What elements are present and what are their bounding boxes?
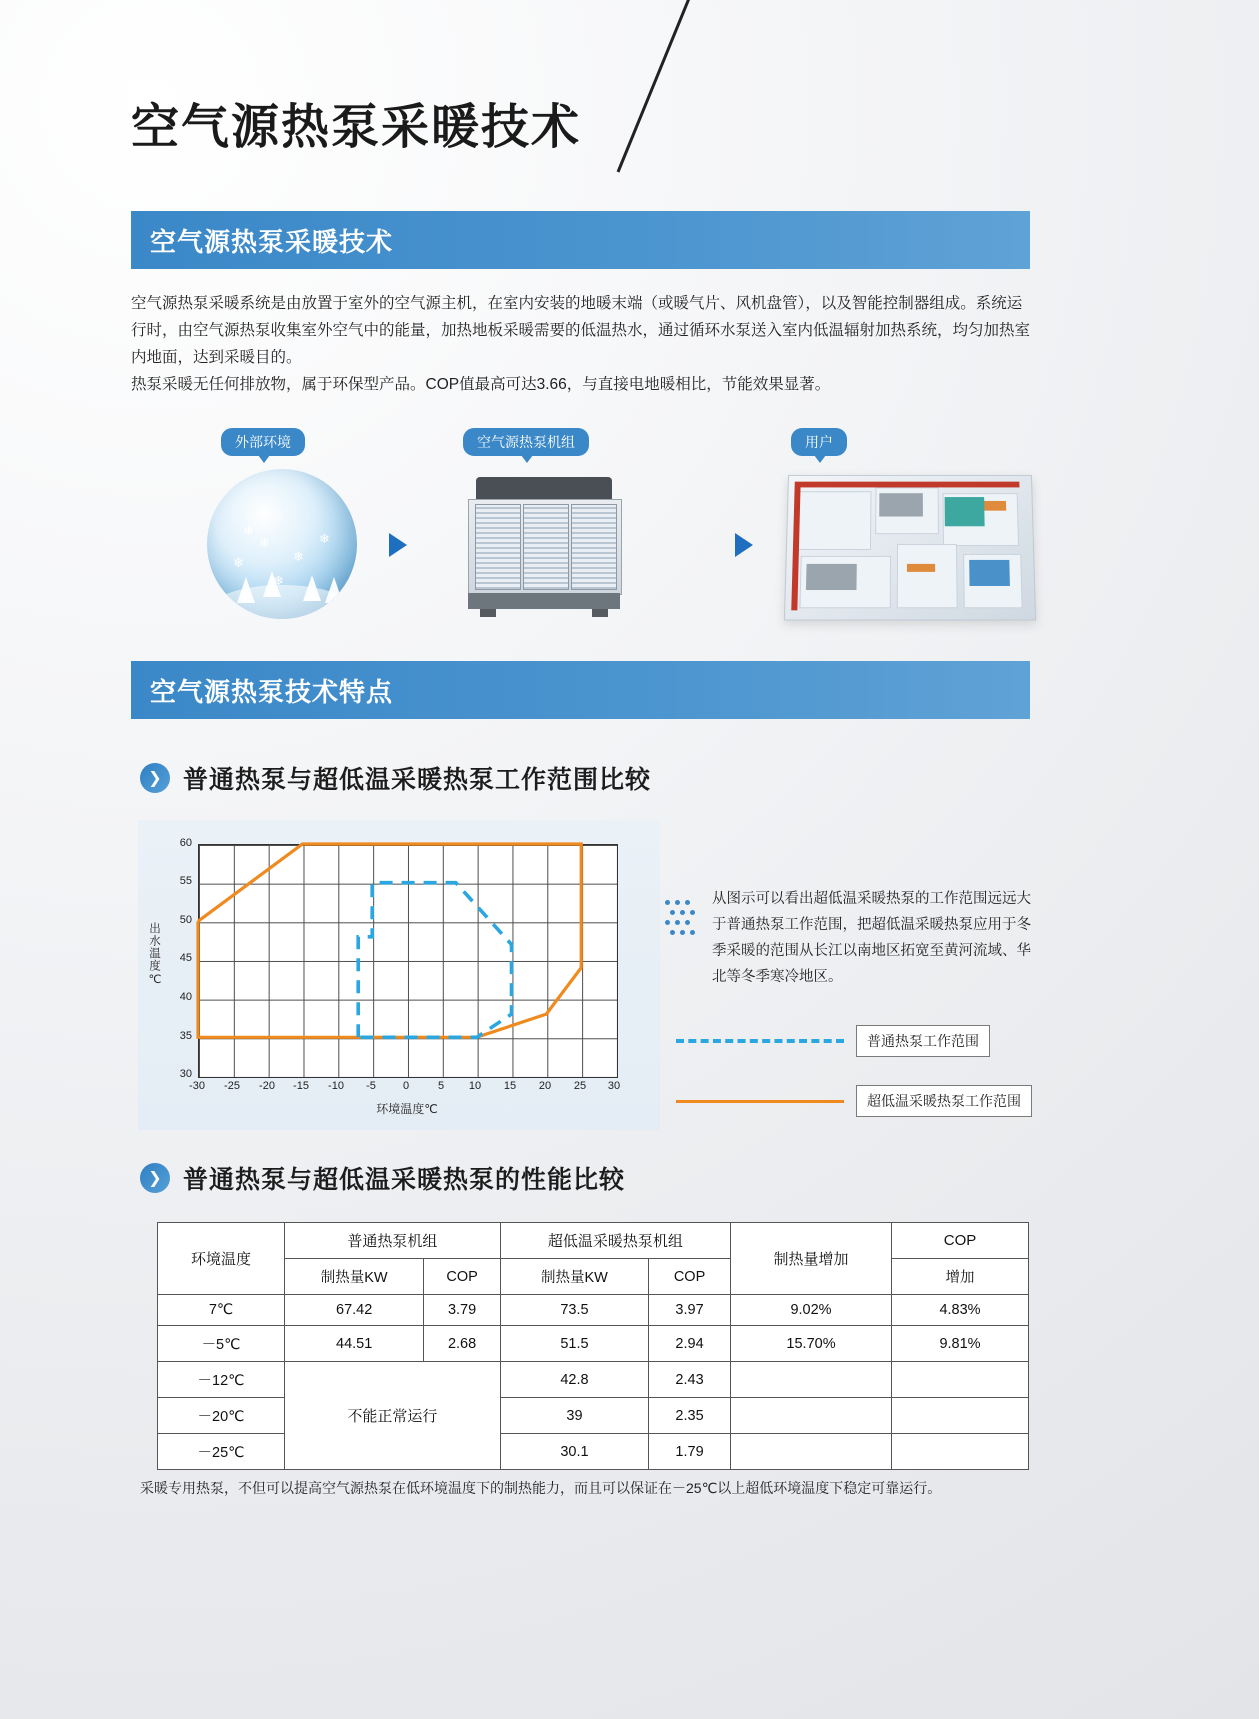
- footer-note: 采暖专用热泵，不但可以提高空气源热泵在低环境温度下的制热能力，而且可以保证在－25℃以上超低环境温度下稳定可靠运行。: [140, 1480, 942, 1496]
- chart-legend-ultra: [676, 1085, 1034, 1117]
- cell-ultra-heat: 39: [500, 1398, 648, 1434]
- legend-label-normal: 普通热泵工作范围: [856, 1025, 990, 1057]
- band-title: 空气源热泵采暖技术: [150, 226, 394, 257]
- table-header-row: [158, 1223, 1029, 1259]
- page-title: 空气源热泵采暖技术: [131, 101, 582, 154]
- cell-normal-cop: 2.68: [424, 1326, 501, 1362]
- flow-arrow-2-icon: [735, 533, 753, 557]
- cell-temp: －5℃: [158, 1326, 285, 1362]
- th-cop: COP: [892, 1223, 1029, 1259]
- chart-xtick: 25: [573, 1080, 587, 1092]
- th-ultra-cop: COP: [649, 1259, 731, 1295]
- system-flow-diagram: [131, 425, 1033, 620]
- intro-paragraph-2: 热泵采暖无任何排放物，属于环保型产品。COP值最高可达3.66，与直接电地暖相比，节能效果显著。: [131, 376, 831, 393]
- cell-heat-increase: [731, 1434, 892, 1470]
- cell-ultra-heat: 42.8: [500, 1362, 648, 1398]
- chart-xlabel: 环境温度℃: [376, 1102, 438, 1116]
- chart-xtick: -25: [224, 1080, 240, 1092]
- decorative-dot-pattern: [665, 900, 699, 942]
- chart-legend-normal: [676, 1025, 1034, 1057]
- th-group-normal: 普通热泵机组: [285, 1223, 501, 1259]
- cell-ultra-cop: 1.79: [649, 1434, 731, 1470]
- band-title-2: 空气源热泵技术特点: [150, 676, 394, 707]
- chart-xtick: 15: [503, 1080, 517, 1092]
- flow-tag-user: 用户: [791, 428, 847, 456]
- cell-ultra-cop: 2.43: [649, 1362, 731, 1398]
- cell-normal-heat: 44.51: [285, 1326, 424, 1362]
- legend-label-ultra: 超低温采暖热泵工作范围: [856, 1085, 1032, 1117]
- chart-xtick: 10: [468, 1080, 482, 1092]
- chart-ytick: 30: [179, 1068, 192, 1080]
- chart-xtick: 5: [437, 1080, 445, 1092]
- table-subheader-row: [158, 1259, 1029, 1295]
- cell-ultra-heat: 73.5: [500, 1295, 648, 1326]
- cell-ultra-cop: 3.97: [649, 1295, 731, 1326]
- working-range-chart: [138, 820, 660, 1130]
- th-ultra-heat: 制热量KW: [500, 1259, 648, 1295]
- legend-solid-sample: [676, 1100, 844, 1103]
- chart-ylabel: 出水温度℃: [148, 922, 160, 987]
- cell-ultra-cop: 2.94: [649, 1326, 731, 1362]
- chart-ytick: 50: [179, 914, 192, 926]
- cell-temp: －20℃: [158, 1398, 285, 1434]
- chart-xtick: 30: [607, 1080, 621, 1092]
- cell-cop-increase: [892, 1398, 1029, 1434]
- cell-heat-increase: [731, 1398, 892, 1434]
- title-slash-decoration: [612, 0, 702, 182]
- flow-arrow-1-icon: [389, 533, 407, 557]
- indoor-floor-plan-illustration: [784, 475, 1036, 621]
- table-row: [158, 1295, 1029, 1326]
- chart-series-paths: [198, 844, 616, 1076]
- table-row: [158, 1326, 1029, 1362]
- th-env-temp: 环境温度: [158, 1223, 285, 1295]
- chart-plot-area: [148, 837, 621, 1116]
- feature-heading-performance: [140, 1160, 625, 1196]
- section-band-heating-tech: [131, 211, 1030, 269]
- heat-pump-unit-illustration: [464, 477, 624, 617]
- cell-normal-heat: 67.42: [285, 1295, 424, 1326]
- performance-comparison-table: [157, 1222, 1029, 1470]
- chart-ytick: 55: [179, 875, 192, 887]
- intro-paragraph-1: 空气源热泵采暖系统是由放置于室外的空气源主机，在室内安装的地暖末端（或暖气片、风机盘管），以及智能控制器组成。系统运行时，由空气源热泵收集室外空气中的能量，加热地板采暖需要的低温热水，通过循环水泵送入室内低温辐射加热系统，均匀加热室内地面，达到采暖目的。: [131, 295, 1031, 366]
- chart-xtick: 20: [538, 1080, 552, 1092]
- cell-cop-increase: 9.81%: [892, 1326, 1029, 1362]
- cell-normal-cop: 3.79: [424, 1295, 501, 1326]
- table-row: [158, 1362, 1029, 1398]
- chart-xtick: 0: [402, 1080, 410, 1092]
- feature-heading-label-2: 普通热泵与超低温采暖热泵的性能比较: [183, 1166, 626, 1194]
- chart-xtick: -5: [366, 1080, 376, 1092]
- chart-ytick: 40: [179, 991, 192, 1003]
- cell-cop-increase: [892, 1362, 1029, 1398]
- cell-cop-increase: 4.83%: [892, 1295, 1029, 1326]
- cell-temp: 7℃: [158, 1295, 285, 1326]
- cell-heat-increase: 15.70%: [731, 1326, 892, 1362]
- th-normal-cop: COP: [424, 1259, 501, 1295]
- cell-ultra-heat: 30.1: [500, 1434, 648, 1470]
- feature-heading-label: 普通热泵与超低温采暖热泵工作范围比较: [183, 766, 652, 794]
- winter-globe-icon: ❄ ❄ ❄ ❄ ❄ ❄: [207, 469, 357, 619]
- feature-heading-working-range: [140, 760, 651, 796]
- th-cop-increase: 增加: [892, 1259, 1029, 1295]
- th-group-ultra: 超低温采暖热泵机组: [500, 1223, 730, 1259]
- section-band-tech-features: [131, 661, 1030, 719]
- cell-cop-increase: [892, 1434, 1029, 1470]
- cell-ultra-cop: 2.35: [649, 1398, 731, 1434]
- cell-heat-increase: 9.02%: [731, 1295, 892, 1326]
- flow-tag-environment: 外部环境: [221, 428, 305, 456]
- th-normal-heat: 制热量KW: [285, 1259, 424, 1295]
- flow-tag-heat-pump-unit: 空气源热泵机组: [463, 428, 589, 456]
- cell-ultra-heat: 51.5: [500, 1326, 648, 1362]
- chart-ytick: 60: [179, 837, 192, 849]
- cell-temp: －12℃: [158, 1362, 285, 1398]
- th-heat-increase: 制热量增加: [731, 1223, 892, 1295]
- intro-paragraphs: [131, 290, 1033, 398]
- cell-temp: －25℃: [158, 1434, 285, 1470]
- chevron-right-icon: ❯: [140, 1163, 170, 1193]
- chart-xtick: -20: [259, 1080, 275, 1092]
- chart-description-text: 从图示可以看出超低温采暖热泵的工作范围远远大于普通热泵工作范围，把超低温采暖热泵应用于冬季采暖的范围从长江以南地区拓宽至黄河流域、华北等冬季寒冷地区。: [712, 891, 1031, 985]
- cell-heat-increase: [731, 1362, 892, 1398]
- cell-no-run-note: 不能正常运行: [285, 1362, 501, 1470]
- chart-xtick: -10: [328, 1080, 344, 1092]
- chart-xtick: -30: [189, 1080, 205, 1092]
- chevron-right-icon: ❯: [140, 763, 170, 793]
- chart-ytick: 45: [179, 952, 192, 964]
- chart-xtick: -15: [293, 1080, 309, 1092]
- chart-ytick: 35: [179, 1030, 192, 1042]
- legend-dash-sample: [676, 1039, 844, 1043]
